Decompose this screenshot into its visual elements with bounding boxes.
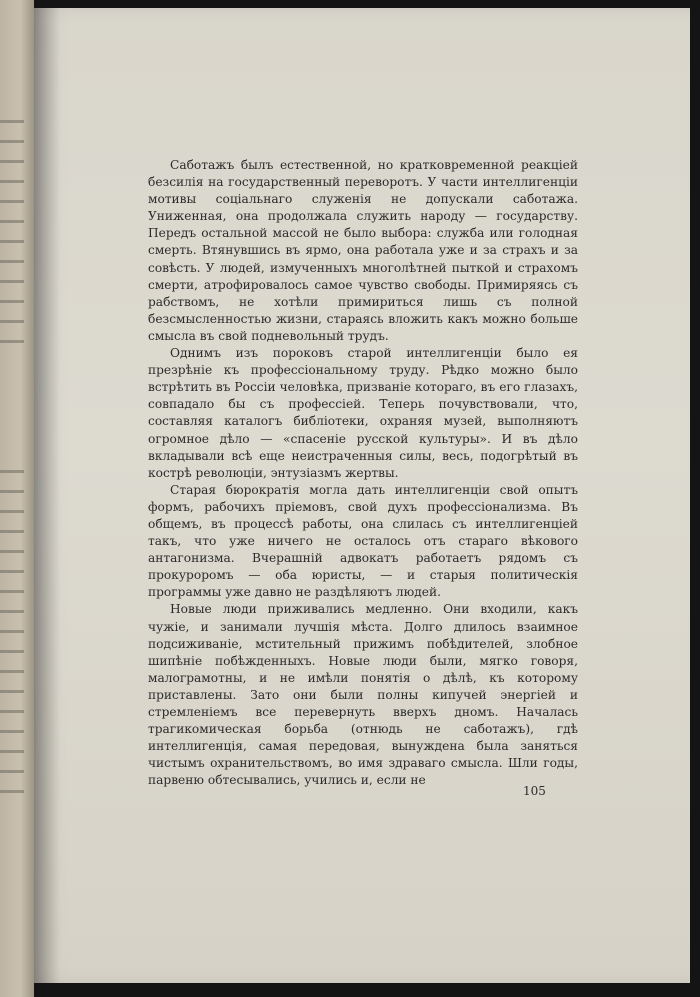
paragraph-2: Однимъ изъ пороковъ старой интеллигенціи было ея презрѣніе къ профессіональному труду. Рѣдко можно было встрѣтить въ Россіи человѣка, призваніе котораго, въ его глазахъ, совпадало бы съ профессіей. Теперь почувствовали, что, составляя каталогъ библіотеки, охраняя музей, выполняютъ огромное дѣло — «спасеніе русской культуры». И въ дѣло вкладывали всѣ еще неистраченныя силы, весь, подогрѣтый въ кострѣ революціи, энтузіазмъ жертвы. xyxy=(148,346,578,480)
book-page xyxy=(34,8,690,983)
body-text xyxy=(148,157,578,789)
paragraph-3: Старая бюрократія могла дать интеллигенціи свой опытъ формъ, рабочихъ пріемовъ, свой духъ профессіонализма. Въ общемъ, въ процессѣ работы, она слилась съ интеллигенціей такъ, что уже ничего не осталось отъ стараго вѣкового антагонизма. Вчерашній адвокатъ работаетъ рядомъ съ прокуроромъ — оба юристы, — и старыя политическія программы уже давно не раздѣляютъ людей. xyxy=(148,482,578,600)
page-gutter-shadow xyxy=(34,8,60,983)
facing-page-edge xyxy=(0,0,34,997)
page-number: 105 xyxy=(523,784,546,798)
paragraph-4: Новые люди приживались медленно. Они входили, какъ чужіе, и занимали лучшія мѣста. Долго длилось взаимное подсиживаніе, мстительный прижимъ побѣдителей, злобное шипѣніе побѣжденныхъ. Новые люди были, мягко говоря, малограмотны, и не имѣли понятія о дѣлѣ, къ которому приставлены. Зато они были полны кипучей энергіей и стремленіемъ все перевернуть вверхъ дномъ. Началась трагикомическая борьба (отнюдь не саботажъ), гдѣ интеллигенція, самая передовая, вынуждена была заняться чистымъ охранительствомъ, во имя здраваго смысла. Шли годы, парвеню обтесывались, учились и, если не xyxy=(148,602,578,788)
paragraph-1: Саботажъ былъ естественной, но кратковременной реакціей безсилія на государственный переворотъ. У части интеллигенціи мотивы соціальнаго служенія не допускали саботажа. Униженная, она продолжала служить народу — государству. Передъ остальной массой не было выбора: служба или голодная смерть. Втянувшись въ ярмо, она работала уже и за страхъ и за совѣсть. У людей, измученныхъ многолѣтней пыткой и страхомъ смерти, атрофировалось самое чувство свободы. Примиряясь съ рабствомъ, не хотѣли примириться лишь съ полной безсмысленностью жизни, стараясь вложить какъ можно больше смысла въ свой подневольный трудъ. xyxy=(148,158,578,343)
